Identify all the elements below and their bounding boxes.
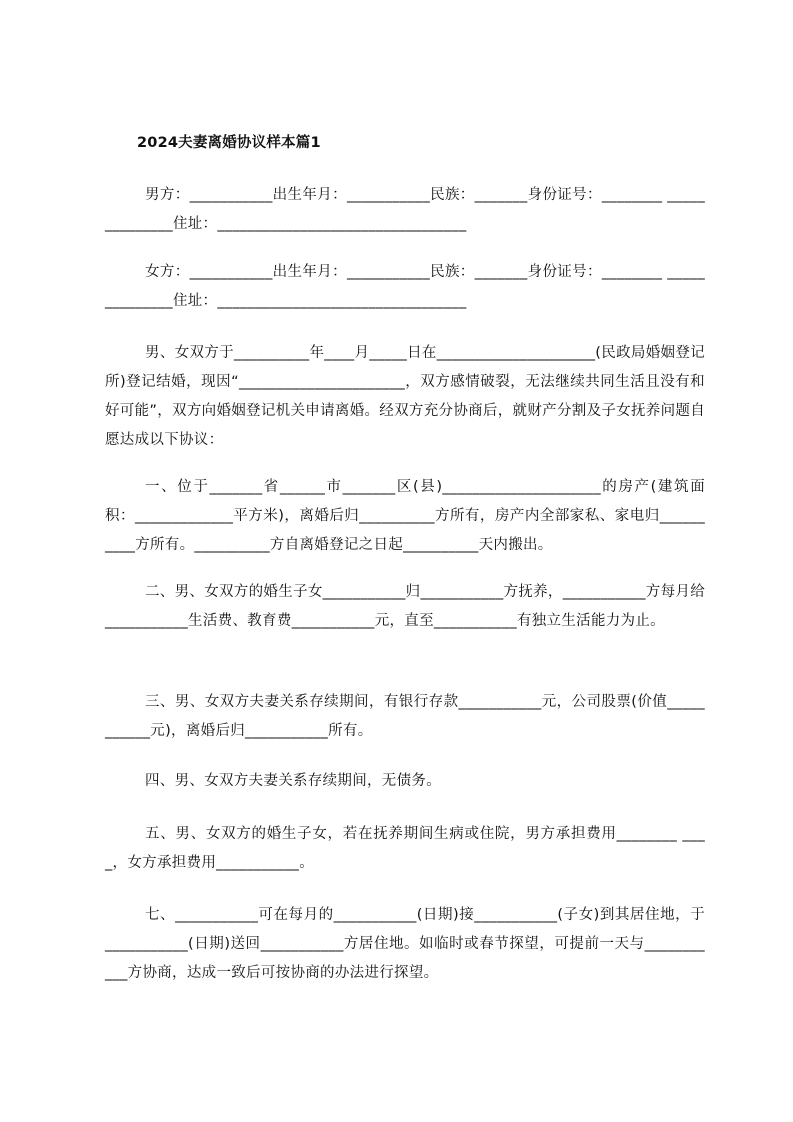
paragraph-clause-property: 一、位于_______省______市_______区(县)_____________________的房产(建筑面积：_____________平方米)，离婚后归__________方所有，房产内全部家私、家电归__________方所有。__________方自离婚登记之日起__________天内搬出。 bbox=[105, 479, 705, 553]
paragraph-clause-savings: 三、男、女双方夫妻关系存续期间，有银行存款___________元，公司股票(价值___________元)，离婚后归___________所有。 bbox=[105, 694, 705, 739]
paragraph-marriage-intro: 男、女双方于__________年____月_____日在_____________________(民政局婚姻登记所)登记结婚，现因“______________________，双方感情破裂，无法继续共同生活且没有和好可能”，双方向婚姻登记机关申请离婚。经双方充分协商后，就财产分割及子女抚养问题自愿达成以下协议： bbox=[105, 345, 705, 448]
paragraph-clause-medical: 五、男、女双方的婚生子女，若在抚养期间生病或住院，男方承担费用________ ____，女方承担费用___________。 bbox=[105, 826, 705, 871]
paragraph-clause-visitation: 七、___________可在每月的___________(日期)接___________(子女)到其居住地，于___________(日期)送回___________方居住地。如临时或春节探望，可提前一天与___________方协商，达成一致后可按协商的办法进行探望。 bbox=[105, 907, 705, 981]
document-title: 2024夫妻离婚协议样本篇1 bbox=[137, 135, 321, 151]
paragraph-male-info: 男方：___________出生年月：___________民族：_______身份证号：________ ______________住址：_________________________________ bbox=[105, 187, 705, 232]
paragraph-clause-debt: 四、男、女双方夫妻关系存续期间，无债务。 bbox=[145, 773, 441, 789]
paragraph-female-info: 女方：___________出生年月：___________民族：_______身份证号：________ ______________住址：_________________________________ bbox=[105, 264, 705, 309]
paragraph-clause-child-custody: 二、男、女双方的婚生子女___________归___________方抚养，___________方每月给___________生活费、教育费___________元，直至___________有独立生活能力为止。 bbox=[105, 584, 705, 629]
